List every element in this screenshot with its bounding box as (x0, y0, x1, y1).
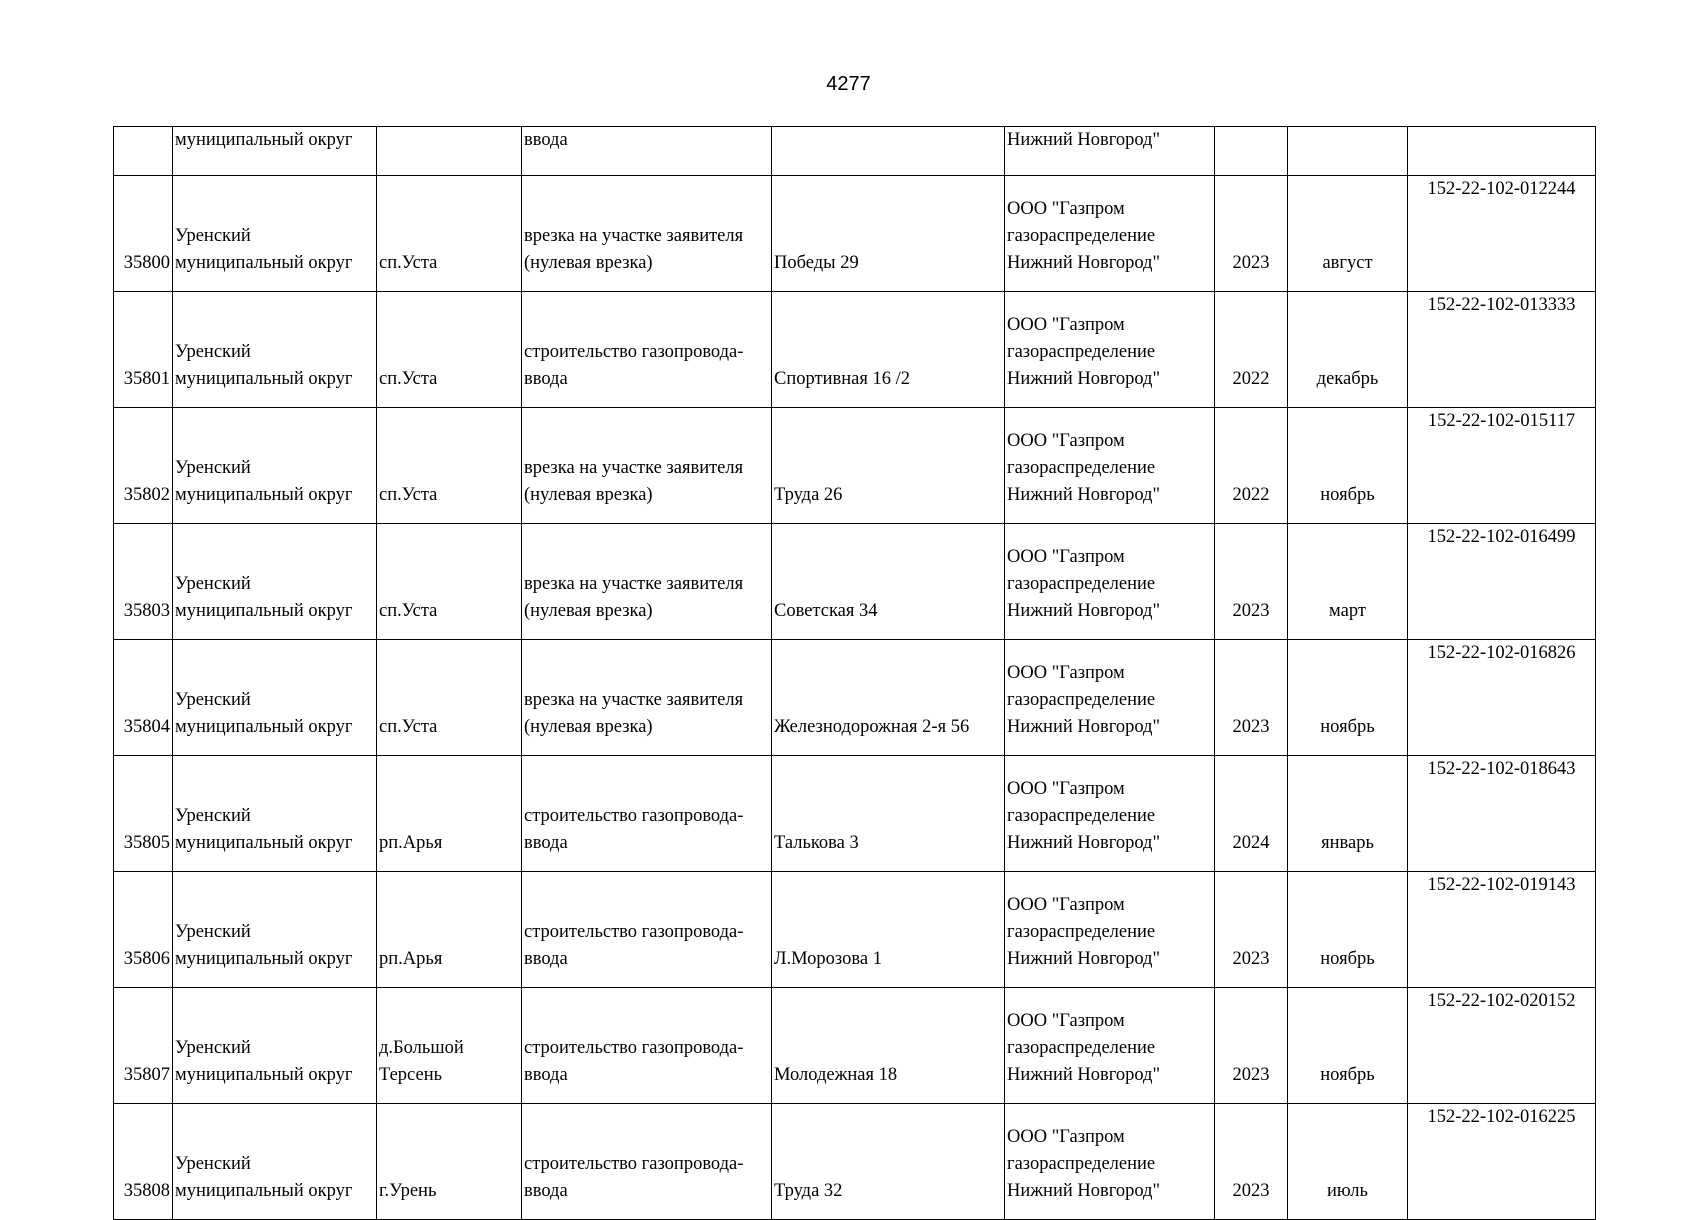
cell-district-line: муниципальный округ (175, 949, 353, 969)
table-row (114, 872, 1596, 988)
cell-code: 152-22-102-016225 (1408, 1104, 1596, 1220)
cell-district-line: Уренский (175, 458, 251, 478)
cell-operator (1005, 1104, 1215, 1220)
cell-operator-line: ООО "Газпром (1007, 779, 1125, 799)
cell-locality (377, 524, 522, 640)
cell-locality (377, 408, 522, 524)
cell-district-line: Уренский (175, 226, 251, 246)
cell-operator-line: газораспределение (1007, 342, 1156, 362)
cell-operator: Нижний Новгород" (1005, 127, 1215, 176)
cell-work-type-line: (нулевая врезка) (524, 717, 653, 737)
cell-work-type-line: врезка на участке заявителя (524, 574, 744, 594)
cell-district-line: муниципальный округ (175, 253, 353, 273)
table-row (114, 640, 1596, 756)
cell-operator (1005, 292, 1215, 408)
cell-year: 2022 (1215, 292, 1288, 408)
cell-operator-line: газораспределение (1007, 690, 1156, 710)
cell-number: 35804 (114, 640, 173, 756)
cell-code: 152-22-102-016499 (1408, 524, 1596, 640)
cell-month: март (1288, 524, 1408, 640)
cell-month: июль (1288, 1104, 1408, 1220)
cell-work-type-line: ввода (524, 949, 568, 969)
cell-operator (1005, 640, 1215, 756)
cell-number: 35805 (114, 756, 173, 872)
table-row (114, 292, 1596, 408)
cell-code: 152-22-102-020152 (1408, 988, 1596, 1104)
cell-work-type (522, 756, 772, 872)
cell-operator-line: Нижний Новгород" (1007, 949, 1161, 969)
cell-district (173, 872, 377, 988)
cell-district (173, 292, 377, 408)
cell-district (173, 640, 377, 756)
cell-locality-line: сп.Уста (379, 601, 438, 621)
cell-locality-line: сп.Уста (379, 485, 438, 505)
cell-work-type-line: ввода (524, 1065, 568, 1085)
cell-year: 2023 (1215, 1104, 1288, 1220)
cell-district-line: Уренский (175, 806, 251, 826)
cell-district: муниципальный округ (173, 127, 377, 176)
cell-code: 152-22-102-018643 (1408, 756, 1596, 872)
cell-month: август (1288, 176, 1408, 292)
cell-district-line: Уренский (175, 690, 251, 710)
cell-address: Спортивная 16 /2 (772, 292, 1005, 408)
cell-year (1215, 127, 1288, 176)
cell-month: ноябрь (1288, 988, 1408, 1104)
cell-district-line: Уренский (175, 1038, 251, 1058)
cell-number: 35800 (114, 176, 173, 292)
cell-locality (377, 1104, 522, 1220)
cell-work-type-line: строительство газопровода- (524, 1038, 744, 1058)
cell-month: ноябрь (1288, 408, 1408, 524)
cell-locality-line: сп.Уста (379, 717, 438, 737)
cell-work-type-line: строительство газопровода- (524, 1154, 744, 1174)
table-body (114, 127, 1596, 1220)
cell-operator-line: Нижний Новгород" (1007, 1065, 1161, 1085)
cell-district-line: муниципальный округ (175, 485, 353, 505)
cell-year: 2023 (1215, 872, 1288, 988)
table-row (114, 408, 1596, 524)
cell-work-type (522, 988, 772, 1104)
cell-number: 35808 (114, 1104, 173, 1220)
cell-locality-line: Терсень (379, 1065, 443, 1085)
cell-operator (1005, 524, 1215, 640)
cell-district-line: Уренский (175, 342, 251, 362)
cell-operator-line: ООО "Газпром (1007, 547, 1125, 567)
cell-locality (377, 872, 522, 988)
cell-operator-line: ООО "Газпром (1007, 315, 1125, 335)
cell-operator-line: газораспределение (1007, 1038, 1156, 1058)
cell-operator (1005, 176, 1215, 292)
cell-district (173, 524, 377, 640)
cell-address: Л.Морозова 1 (772, 872, 1005, 988)
cell-operator-line: ООО "Газпром (1007, 199, 1125, 219)
cell-code (1408, 127, 1596, 176)
cell-operator-line: газораспределение (1007, 574, 1156, 594)
cell-locality-line: сп.Уста (379, 369, 438, 389)
cell-operator-line: Нижний Новгород" (1007, 601, 1161, 621)
cell-locality-line: д.Большой (379, 1038, 464, 1058)
cell-operator-line: газораспределение (1007, 922, 1156, 942)
cell-operator-line: Нижний Новгород" (1007, 833, 1161, 853)
cell-district-line: муниципальный округ (175, 601, 353, 621)
cell-work-type (522, 640, 772, 756)
cell-year: 2022 (1215, 408, 1288, 524)
cell-year: 2023 (1215, 640, 1288, 756)
cell-address: Железнодорожная 2-я 56 (772, 640, 1005, 756)
cell-locality (377, 292, 522, 408)
cell-operator-line: газораспределение (1007, 806, 1156, 826)
cell-operator-line: ООО "Газпром (1007, 431, 1125, 451)
cell-district-line: Уренский (175, 574, 251, 594)
cell-address (772, 127, 1005, 176)
cell-district (173, 408, 377, 524)
cell-work-type-line: (нулевая врезка) (524, 253, 653, 273)
cell-month: декабрь (1288, 292, 1408, 408)
cell-district (173, 1104, 377, 1220)
cell-number: 35806 (114, 872, 173, 988)
cell-work-type (522, 872, 772, 988)
cell-month: ноябрь (1288, 640, 1408, 756)
cell-operator (1005, 988, 1215, 1104)
cell-district-line: муниципальный округ (175, 833, 353, 853)
cell-operator-line: ООО "Газпром (1007, 663, 1125, 683)
cell-work-type-line: строительство газопровода- (524, 922, 744, 942)
cell-work-type-line: строительство газопровода- (524, 806, 744, 826)
table-row (114, 1104, 1596, 1220)
cell-locality-line: сп.Уста (379, 253, 438, 273)
cell-year: 2023 (1215, 524, 1288, 640)
cell-work-type-line: ввода (524, 369, 568, 389)
cell-work-type-line: врезка на участке заявителя (524, 690, 744, 710)
cell-operator-line: Нижний Новгород" (1007, 485, 1161, 505)
cell-district-line: муниципальный округ (175, 717, 353, 737)
cell-operator-line: Нижний Новгород" (1007, 1181, 1161, 1201)
table-row (114, 988, 1596, 1104)
cell-operator-line: ООО "Газпром (1007, 1127, 1125, 1147)
cell-work-type-line: (нулевая врезка) (524, 485, 653, 505)
cell-district-line: муниципальный округ (175, 369, 353, 389)
cell-district-line: муниципальный округ (175, 1065, 353, 1085)
cell-operator-line: газораспределение (1007, 1154, 1156, 1174)
cell-work-type (522, 176, 772, 292)
cell-address: Труда 32 (772, 1104, 1005, 1220)
cell-number: 35802 (114, 408, 173, 524)
cell-address: Победы 29 (772, 176, 1005, 292)
cell-district-line: Уренский (175, 922, 251, 942)
cell-code: 152-22-102-012244 (1408, 176, 1596, 292)
cell-month: январь (1288, 756, 1408, 872)
cell-work-type (522, 524, 772, 640)
cell-operator (1005, 756, 1215, 872)
cell-district (173, 756, 377, 872)
cell-operator-line: Нижний Новгород" (1007, 253, 1161, 273)
cell-month (1288, 127, 1408, 176)
cell-year: 2023 (1215, 988, 1288, 1104)
cell-district (173, 176, 377, 292)
cell-operator-line: ООО "Газпром (1007, 1011, 1125, 1031)
cell-locality (377, 756, 522, 872)
cell-locality (377, 640, 522, 756)
cell-locality-line: рп.Арья (379, 949, 443, 969)
cell-operator (1005, 872, 1215, 988)
gasification-registry-table (113, 126, 1596, 1220)
cell-code: 152-22-102-016826 (1408, 640, 1596, 756)
cell-work-type-line: ввода (524, 1181, 568, 1201)
cell-number: 35801 (114, 292, 173, 408)
cell-address: Талькова 3 (772, 756, 1005, 872)
cell-work-type-line: врезка на участке заявителя (524, 226, 744, 246)
cell-year: 2023 (1215, 176, 1288, 292)
cell-locality-line: рп.Арья (379, 833, 443, 853)
cell-number (114, 127, 173, 176)
continuation-row (114, 127, 1596, 176)
cell-address: Молодежная 18 (772, 988, 1005, 1104)
cell-address: Труда 26 (772, 408, 1005, 524)
cell-work-type (522, 408, 772, 524)
cell-code: 152-22-102-019143 (1408, 872, 1596, 988)
cell-work-type (522, 292, 772, 408)
cell-number: 35803 (114, 524, 173, 640)
cell-locality (377, 988, 522, 1104)
cell-code: 152-22-102-015117 (1408, 408, 1596, 524)
cell-operator-line: газораспределение (1007, 226, 1156, 246)
cell-year: 2024 (1215, 756, 1288, 872)
cell-locality-line: г.Урень (379, 1181, 437, 1201)
cell-district-line: Уренский (175, 1154, 251, 1174)
cell-work-type-line: (нулевая врезка) (524, 601, 653, 621)
cell-operator (1005, 408, 1215, 524)
cell-work-type-line: ввода (524, 833, 568, 853)
page-number: 4277 (826, 73, 871, 95)
cell-work-type-line: врезка на участке заявителя (524, 458, 744, 478)
cell-month: ноябрь (1288, 872, 1408, 988)
cell-operator-line: газораспределение (1007, 458, 1156, 478)
cell-work-type-line: строительство газопровода- (524, 342, 744, 362)
cell-address: Советская 34 (772, 524, 1005, 640)
cell-code: 152-22-102-013333 (1408, 292, 1596, 408)
cell-number: 35807 (114, 988, 173, 1104)
cell-operator-line: Нижний Новгород" (1007, 369, 1161, 389)
table-row (114, 524, 1596, 640)
cell-work-type: ввода (522, 127, 772, 176)
cell-locality (377, 176, 522, 292)
table-row (114, 176, 1596, 292)
cell-operator-line: ООО "Газпром (1007, 895, 1125, 915)
cell-work-type (522, 1104, 772, 1220)
cell-district (173, 988, 377, 1104)
cell-operator-line: Нижний Новгород" (1007, 717, 1161, 737)
cell-district-line: муниципальный округ (175, 1181, 353, 1201)
cell-locality (377, 127, 522, 176)
table-row (114, 756, 1596, 872)
